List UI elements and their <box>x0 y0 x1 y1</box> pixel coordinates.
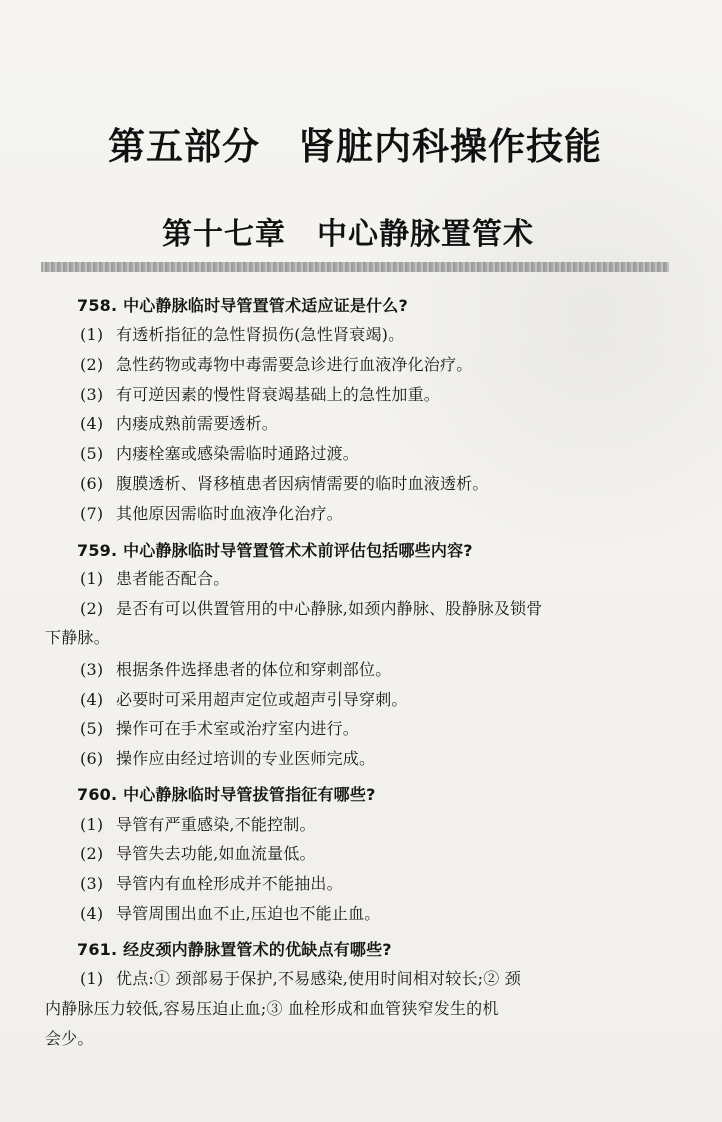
item-marker: (4) <box>80 414 104 433</box>
answer-line <box>80 871 343 894</box>
answer-line <box>80 687 408 710</box>
question-number: 760. <box>77 785 118 804</box>
question-number: 759. <box>77 541 118 560</box>
answer-line <box>80 441 359 464</box>
answer-line <box>80 841 316 864</box>
item-marker: (1) <box>80 569 104 588</box>
question-title: 中心静脉临时导管置管术术前评估包括哪些内容? <box>123 541 473 560</box>
item-text: 优点:① 颈部易于保护,不易感染,使用时间相对较长;② 颈 <box>116 969 521 988</box>
item-text: 患者能否配合。 <box>116 569 230 588</box>
item-text: 导管有严重感染,不能控制。 <box>116 815 316 834</box>
answer-line <box>80 812 316 835</box>
item-text: 导管失去功能,如血流量低。 <box>116 844 316 863</box>
item-text: 根据条件选择患者的体位和穿刺部位。 <box>116 660 392 679</box>
item-marker: (2) <box>80 599 104 618</box>
item-marker: (3) <box>80 874 104 893</box>
answer-continuation: 下静脉。 <box>45 628 110 647</box>
answer-line <box>80 657 391 680</box>
answer-line <box>80 471 489 494</box>
item-text: 急性药物或毒物中毒需要急诊进行血液净化治疗。 <box>116 355 473 374</box>
answer-line <box>80 322 404 345</box>
answer-continuation: 会少。 <box>45 1029 94 1048</box>
item-marker: (3) <box>80 660 104 679</box>
item-text: 其他原因需临时血液净化治疗。 <box>116 504 343 523</box>
item-marker: (4) <box>80 904 104 923</box>
item-marker: (5) <box>80 719 104 738</box>
item-text: 有透析指征的急性肾损伤(急性肾衰竭)。 <box>116 325 405 344</box>
item-text: 内瘘栓塞或感染需临时通路过渡。 <box>116 444 360 463</box>
item-marker: (1) <box>80 969 104 988</box>
question-title: 中心静脉临时导管置管术适应证是什么? <box>123 296 408 315</box>
answer-line <box>80 382 440 405</box>
item-text: 导管周围出血不止,压迫也不能止血。 <box>116 904 381 923</box>
item-marker: (4) <box>80 690 104 709</box>
question-title: 中心静脉临时导管拔管指征有哪些? <box>123 785 376 804</box>
answer-line <box>80 901 381 924</box>
part-title: 第五部分 肾脏内科操作技能 <box>108 124 602 168</box>
answer-continuation: 内静脉压力较低,容易压迫止血;③ 血栓形成和血管狭窄发生的机 <box>45 999 499 1018</box>
item-marker: (6) <box>80 474 104 493</box>
item-marker: (2) <box>80 355 104 374</box>
item-marker: (5) <box>80 444 104 463</box>
item-text: 有可逆因素的慢性肾衰竭基础上的急性加重。 <box>116 385 441 404</box>
item-text: 操作应由经过培训的专业医师完成。 <box>116 749 376 768</box>
item-text: 内瘘成熟前需要透析。 <box>116 414 279 433</box>
item-text: 导管内有血栓形成并不能抽出。 <box>116 874 343 893</box>
question-number: 761. <box>77 940 118 959</box>
question-761 <box>77 937 392 960</box>
answer-line <box>80 746 375 769</box>
item-marker: (3) <box>80 385 104 404</box>
question-758 <box>77 293 408 316</box>
answer-line <box>80 716 359 739</box>
item-text: 是否有可以供置管用的中心静脉,如颈内静脉、股静脉及锁骨 <box>116 599 543 618</box>
item-marker: (1) <box>80 815 104 834</box>
question-title: 经皮颈内静脉置管术的优缺点有哪些? <box>123 940 392 959</box>
answer-line <box>80 501 343 524</box>
answer-line <box>80 966 521 989</box>
item-marker: (2) <box>80 844 104 863</box>
item-text: 操作可在手术室或治疗室内进行。 <box>116 719 360 738</box>
item-text: 腹膜透析、肾移植患者因病情需要的临时血液透析。 <box>116 474 489 493</box>
item-marker: (7) <box>80 504 104 523</box>
question-760 <box>77 782 376 805</box>
answer-line <box>80 352 472 375</box>
chapter-title: 第十七章 中心静脉置管术 <box>162 217 534 252</box>
item-text: 必要时可采用超声定位或超声引导穿刺。 <box>116 690 408 709</box>
question-759 <box>77 538 473 561</box>
answer-line <box>80 566 229 589</box>
question-number: 758. <box>77 296 118 315</box>
answer-line <box>80 411 278 434</box>
item-marker: (1) <box>80 325 104 344</box>
answer-line <box>80 596 543 619</box>
item-marker: (6) <box>80 749 104 768</box>
